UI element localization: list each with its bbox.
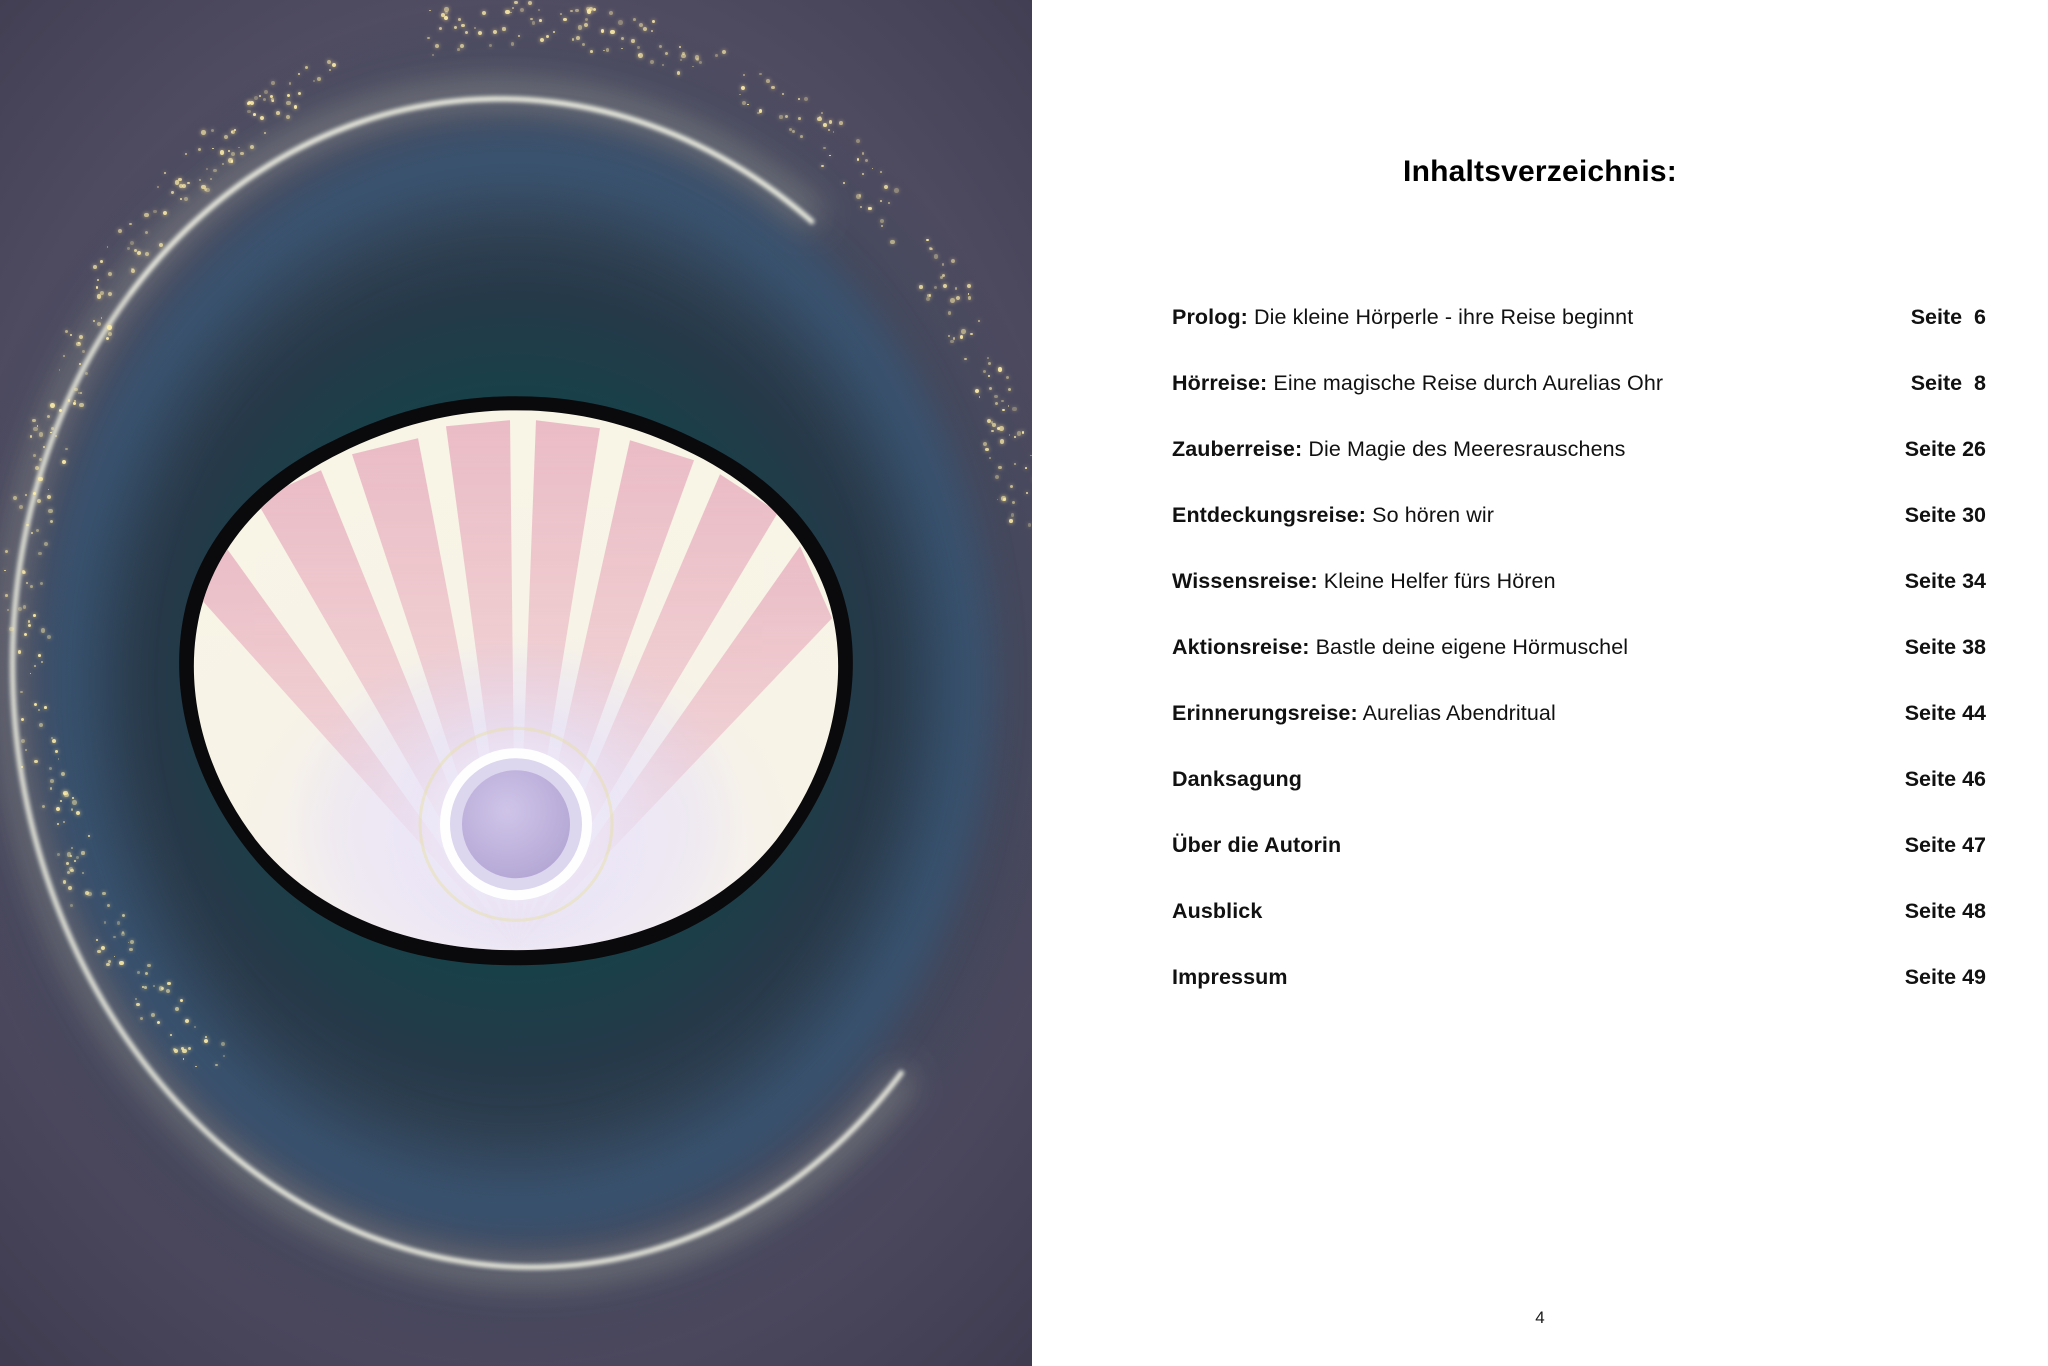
toc-entry-danksagung[interactable] bbox=[1172, 767, 1986, 833]
toc-page-label: Seite bbox=[1910, 371, 1963, 395]
toc-page-number: 38 bbox=[1962, 635, 1986, 659]
toc-entry-description: Bastle deine eigene Hörmuschel bbox=[1309, 635, 1629, 659]
toc-entry-ausblick[interactable] bbox=[1172, 899, 1986, 965]
page-title: Inhaltsverzeichnis: bbox=[1403, 155, 1677, 188]
toc-page-label: Seite bbox=[1904, 767, 1957, 791]
toc-page-number: 30 bbox=[1962, 503, 1986, 527]
toc-entry-chapter: Hörreise: bbox=[1172, 371, 1268, 395]
pearl bbox=[462, 770, 570, 878]
toc-entry-zauberreise[interactable] bbox=[1172, 437, 1986, 503]
toc-page-number: 49 bbox=[1962, 965, 1986, 989]
toc-page-number: 6 bbox=[1974, 305, 1986, 329]
toc-page-label: Seite bbox=[1904, 965, 1957, 989]
toc-entry-page bbox=[1874, 635, 1986, 660]
toc-entry-page bbox=[1874, 833, 1986, 858]
toc-entry-page bbox=[1874, 899, 1986, 924]
toc-entry-label bbox=[1172, 503, 1874, 528]
toc-page-number: 34 bbox=[1962, 569, 1986, 593]
toc-entry-description: Die kleine Hörperle - ihre Reise beginnt bbox=[1247, 305, 1634, 329]
toc-entry-chapter: Ausblick bbox=[1172, 899, 1263, 923]
toc-entry-entdeckungsreise[interactable] bbox=[1172, 503, 1986, 569]
toc-entry-chapter: Wissensreise: bbox=[1172, 569, 1318, 593]
toc-entry-page bbox=[1874, 965, 1986, 990]
page-number: 4 bbox=[1535, 1308, 1545, 1327]
toc-entry-chapter: Aktionsreise: bbox=[1172, 635, 1310, 659]
toc-entry-page bbox=[1874, 437, 1986, 462]
toc-entry-prolog[interactable] bbox=[1172, 305, 1986, 371]
toc-page-number: 8 bbox=[1974, 371, 1986, 395]
toc-entry-description: So hören wir bbox=[1366, 503, 1495, 527]
toc-entry-chapter: Danksagung bbox=[1172, 767, 1303, 791]
toc-entry-description: Aurelias Abendritual bbox=[1357, 701, 1556, 725]
toc-page-label: Seite bbox=[1910, 305, 1963, 329]
toc-entry-label bbox=[1172, 899, 1874, 924]
toc-entry-label bbox=[1172, 701, 1874, 726]
toc-entry-erinnerungsreise[interactable] bbox=[1172, 701, 1986, 767]
toc-page-label: Seite bbox=[1904, 701, 1957, 725]
toc-entry-impressum[interactable] bbox=[1172, 965, 1986, 1031]
toc-entry-label bbox=[1172, 635, 1874, 660]
toc-entry-chapter: Impressum bbox=[1172, 965, 1288, 989]
toc-page-label: Seite bbox=[1904, 635, 1957, 659]
toc-entry-description: Eine magische Reise durch Aurelias Ohr bbox=[1267, 371, 1664, 395]
toc-entry-label bbox=[1172, 371, 1874, 396]
toc-entry-description: Kleine Helfer fürs Hören bbox=[1317, 569, 1556, 593]
toc-entry-wissensreise[interactable] bbox=[1172, 569, 1986, 635]
toc-entry-ueber-die-autorin[interactable] bbox=[1172, 833, 1986, 899]
toc-entry-aktionsreise[interactable] bbox=[1172, 635, 1986, 701]
toc-entry-label bbox=[1172, 767, 1874, 792]
toc-entry-hoerreise[interactable] bbox=[1172, 371, 1986, 437]
toc-page-label: Seite bbox=[1904, 899, 1957, 923]
toc-entry-chapter: Erinnerungsreise: bbox=[1172, 701, 1358, 725]
toc-entry-page bbox=[1874, 569, 1986, 594]
toc-entry-chapter: Über die Autorin bbox=[1172, 833, 1342, 857]
toc-list bbox=[1172, 305, 1986, 1031]
toc-entry-chapter: Zauberreise: bbox=[1172, 437, 1303, 461]
toc-page-label: Seite bbox=[1904, 569, 1957, 593]
toc-page-label: Seite bbox=[1904, 503, 1957, 527]
toc-entry-label bbox=[1172, 305, 1874, 330]
toc-entry-chapter: Prolog: bbox=[1172, 305, 1248, 329]
toc-page-label: Seite bbox=[1904, 833, 1957, 857]
toc-entry-page bbox=[1874, 371, 1986, 396]
toc-entry-page bbox=[1874, 767, 1986, 792]
toc-entry-page bbox=[1874, 503, 1986, 528]
toc-entry-chapter: Entdeckungsreise: bbox=[1172, 503, 1367, 527]
toc-entry-page bbox=[1874, 305, 1986, 330]
toc-page-number: 47 bbox=[1962, 833, 1986, 857]
toc-page-number: 26 bbox=[1962, 437, 1986, 461]
toc-page-number: 46 bbox=[1962, 767, 1986, 791]
toc-entry-label bbox=[1172, 965, 1874, 990]
toc-entry-page bbox=[1874, 701, 1986, 726]
toc-page-number: 44 bbox=[1962, 701, 1986, 725]
toc-entry-description: Die Magie des Meeresrauschens bbox=[1302, 437, 1626, 461]
toc-entry-label bbox=[1172, 569, 1874, 594]
toc-page-number: 48 bbox=[1962, 899, 1986, 923]
toc-page-label: Seite bbox=[1904, 437, 1957, 461]
seashell-illustration bbox=[106, 350, 926, 990]
toc-entry-label bbox=[1172, 833, 1874, 858]
right-page-table-of-contents bbox=[1032, 0, 2048, 1366]
toc-entry-label bbox=[1172, 437, 1874, 462]
